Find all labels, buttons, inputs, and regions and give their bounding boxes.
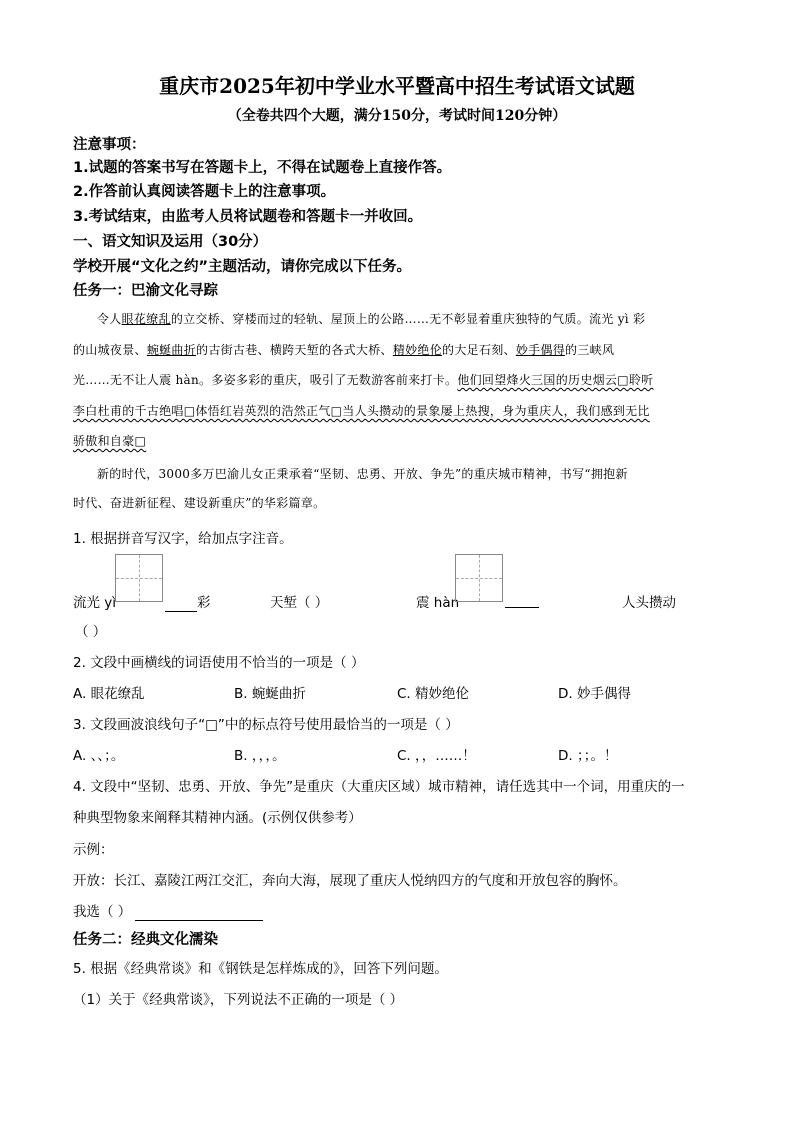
q2-option-d[interactable]: D. 妙手偶得 bbox=[558, 686, 631, 702]
q2-option-a[interactable]: A. 眼花缭乱 bbox=[73, 686, 145, 702]
q1-d-paren: （ ） bbox=[75, 624, 107, 640]
q3-option-c[interactable]: C. ，，……！ bbox=[397, 748, 476, 764]
question-5: 5. 根据《经典常谈》和《钢铁是怎样炼成的》，回答下列问题。 bbox=[73, 961, 448, 977]
passage-text: 的大足石刻、 bbox=[442, 343, 516, 357]
passage-line: 新的时代，3000多万巴渝儿女正秉承着“坚韧、忠勇、开放、争先”的重庆城市精神，书写“拥抱新 bbox=[97, 467, 628, 481]
underlined-word: 眼花缭乱 bbox=[121, 312, 171, 326]
passage-line bbox=[73, 402, 650, 419]
q1-c-tail bbox=[505, 591, 539, 608]
note-item-1: 1.试题的答案书写在答题卡上，不得在试题卷上直接作答。 bbox=[73, 160, 452, 176]
answer-blank[interactable] bbox=[135, 904, 263, 921]
task-1-heading: 任务一：巴渝文化寻踪 bbox=[73, 283, 218, 299]
passage-line bbox=[97, 310, 645, 327]
q1-a-tail bbox=[165, 591, 211, 612]
wavy-sentence: 骄傲和自豪□ bbox=[73, 434, 147, 448]
q3-option-b[interactable]: B. ，，，。 bbox=[234, 748, 286, 764]
section-heading: 一、语文知识及运用（30分） bbox=[73, 234, 268, 250]
passage-text: 的立交桥、穿楼而过的轻轨、屋顶上的公路……无不彰显着重庆独特的气质。流光 yì 彩 bbox=[170, 312, 646, 326]
q1-item-a bbox=[73, 591, 116, 611]
passage-text: 光……无不让人震 hàn。多姿多彩的重庆，吸引了无数游客前来打卡。 bbox=[73, 373, 458, 387]
q4-answer-line bbox=[73, 900, 263, 921]
wavy-sentence: 李白杜甫的千古绝唱□体悟红岩英烈的浩然正气□当人头攒动的景象屡上热搜，身为重庆人，我们感到无比 bbox=[73, 404, 650, 418]
q2-option-c[interactable]: C. 精妙绝伦 bbox=[397, 686, 470, 702]
passage-text: 的三峡风 bbox=[565, 343, 615, 357]
q1-a-pinyin: 流光 yì bbox=[73, 595, 117, 611]
wavy-sentence: 他们回望烽火三国的历史烟云□聆听 bbox=[457, 373, 654, 387]
underlined-word: 妙手偶得 bbox=[515, 343, 566, 357]
exam-subtitle: （全卷共四个大题，满分150分，考试时间120分钟） bbox=[227, 108, 567, 124]
q3-option-d[interactable]: D. ；；。！ bbox=[558, 748, 618, 764]
q2-option-b[interactable]: B. 蜿蜒曲折 bbox=[234, 686, 306, 702]
q3-option-a[interactable]: A. 、、；。 bbox=[73, 748, 125, 764]
task-2-heading: 任务二：经典文化濡染 bbox=[73, 932, 218, 948]
q1-item-d: 人头攒动 bbox=[622, 595, 676, 611]
tianzi-box[interactable] bbox=[115, 554, 163, 602]
q1-a-end: 彩 bbox=[197, 595, 211, 611]
exam-title: 重庆市2025年初中学业水平暨高中招生考试语文试题 bbox=[159, 74, 635, 98]
passage-text: 的山城夜景、 bbox=[73, 343, 147, 357]
note-item-3: 3.考试结束，由监考人员将试题卷和答题卡一并收回。 bbox=[73, 209, 423, 225]
passage-text: 的古街古巷、横跨天堑的各式大桥、 bbox=[196, 343, 393, 357]
example-text: 开放：长江、嘉陵江两江交汇，奔向大海，展现了重庆人悦纳四方的气度和开放包容的胸怀。 bbox=[73, 873, 627, 889]
question-5-1: （1）关于《经典常谈》，下列说法不正确的一项是（ ） bbox=[73, 992, 404, 1008]
answer-blank[interactable] bbox=[505, 591, 539, 608]
question-2: 2. 文段中画横线的词语使用不恰当的一项是（ ） bbox=[73, 655, 365, 671]
passage-line bbox=[73, 341, 614, 358]
question-1: 1. 根据拼音写汉字，给加点字注音。 bbox=[73, 531, 293, 547]
passage-text: 令人 bbox=[97, 312, 122, 326]
question-3: 3. 文段画波浪线句子“□”中的标点符号使用最恰当的一项是（ ） bbox=[73, 717, 459, 733]
tianzi-box[interactable] bbox=[455, 554, 503, 602]
question-4: 4. 文段中“坚韧、忠勇、开放、争先”是重庆（大重庆区域）城市精神，请任选其中一个词，用重庆的一 bbox=[73, 779, 685, 795]
example-label: 示例： bbox=[73, 842, 114, 858]
underlined-word: 精妙绝伦 bbox=[392, 343, 443, 357]
notes-heading: 注意事项： bbox=[73, 137, 146, 153]
passage-line bbox=[73, 371, 653, 388]
answer-blank[interactable] bbox=[165, 595, 197, 612]
question-4-cont: 种典型物象来阐释其精神内涵。(示例仅供参考） bbox=[73, 810, 362, 826]
passage-line bbox=[73, 432, 146, 449]
section-intro: 学校开展“文化之约”主题活动，请你完成以下任务。 bbox=[73, 259, 412, 275]
underlined-word: 蜿蜒曲折 bbox=[146, 343, 197, 357]
q1-item-c: 震 hàn bbox=[416, 595, 460, 611]
passage-line: 时代、奋进新征程、建设新重庆”的华彩篇章。 bbox=[73, 496, 326, 510]
note-item-2: 2.作答前认真阅读答题卡上的注意事项。 bbox=[73, 184, 336, 200]
q1-item-b: 天堑（ ） bbox=[270, 595, 329, 611]
q4-choose-label: 我选（ ） bbox=[73, 904, 132, 920]
